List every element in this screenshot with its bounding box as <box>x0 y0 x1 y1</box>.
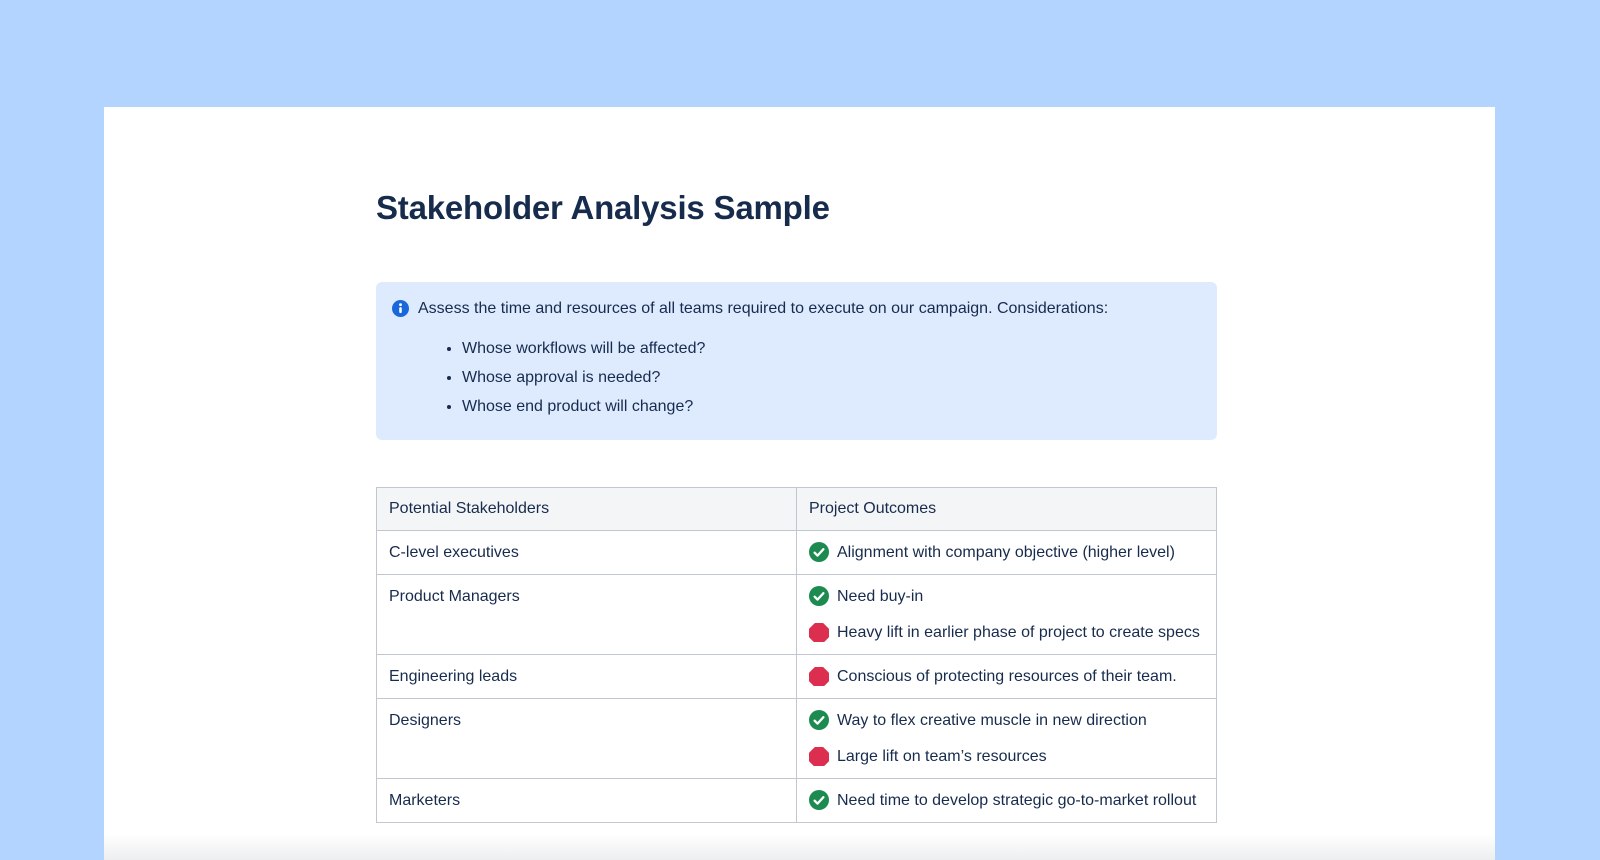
outcomes-cell <box>797 575 1217 655</box>
outcome-line <box>809 745 1204 768</box>
outcome-text: Alignment with company objective (higher level) <box>837 544 1175 561</box>
info-bullet-list <box>392 334 1201 421</box>
table-row <box>377 655 1217 699</box>
outcomes-cell <box>797 699 1217 779</box>
stop-icon <box>809 666 829 686</box>
table-header-row <box>377 488 1217 531</box>
outcomes-cell <box>797 531 1217 575</box>
outcome-line <box>809 585 1204 608</box>
table-row <box>377 531 1217 575</box>
content-column <box>376 107 1217 823</box>
check-icon <box>809 586 829 606</box>
info-panel-lead-text: Assess the time and resources of all teams required to execute on our campaign. Considerations: <box>418 300 1109 317</box>
stakeholder-cell: Marketers <box>377 779 797 823</box>
outcome-line <box>809 621 1204 644</box>
table-row <box>377 575 1217 655</box>
outcome-text: Way to flex creative muscle in new direction <box>837 712 1147 729</box>
check-icon <box>809 790 829 810</box>
outcome-line <box>809 541 1204 564</box>
page-title: Stakeholder Analysis Sample <box>376 189 830 226</box>
table-row <box>377 699 1217 779</box>
outcome-line <box>809 789 1204 812</box>
stakeholder-cell: Engineering leads <box>377 655 797 699</box>
stakeholder-table <box>376 487 1217 823</box>
table-column-header: Potential Stakeholders <box>377 488 797 531</box>
table-column-header: Project Outcomes <box>797 488 1217 531</box>
outcome-text: Need time to develop strategic go-to-market rollout <box>837 792 1197 809</box>
outcome-line <box>809 709 1204 732</box>
outcomes-cell <box>797 779 1217 823</box>
check-icon <box>809 710 829 730</box>
stakeholder-cell: C-level executives <box>377 531 797 575</box>
table-row <box>377 779 1217 823</box>
outcome-text: Large lift on team’s resources <box>837 748 1047 765</box>
info-panel <box>376 282 1217 440</box>
stakeholder-cell: Designers <box>377 699 797 779</box>
stop-icon <box>809 746 829 766</box>
stop-icon <box>809 622 829 642</box>
info-bullet-item: • Whose workflows will be affected? <box>462 334 1201 363</box>
table-body <box>377 531 1217 823</box>
card-footer-fade <box>104 834 1495 860</box>
outcome-text: Heavy lift in earlier phase of project to create specs <box>837 624 1200 641</box>
stakeholder-cell: Product Managers <box>377 575 797 655</box>
info-bullet-item: • Whose end product will change? <box>462 392 1201 421</box>
outcome-text: Need buy-in <box>837 588 924 605</box>
outcome-line <box>809 665 1204 688</box>
info-bullet-item: • Whose approval is needed? <box>462 363 1201 392</box>
check-icon <box>809 542 829 562</box>
info-icon <box>392 300 409 317</box>
outcome-text: Conscious of protecting resources of their team. <box>837 668 1177 685</box>
outcomes-cell <box>797 655 1217 699</box>
info-panel-lead-row <box>392 297 1201 321</box>
page-card <box>104 107 1495 860</box>
